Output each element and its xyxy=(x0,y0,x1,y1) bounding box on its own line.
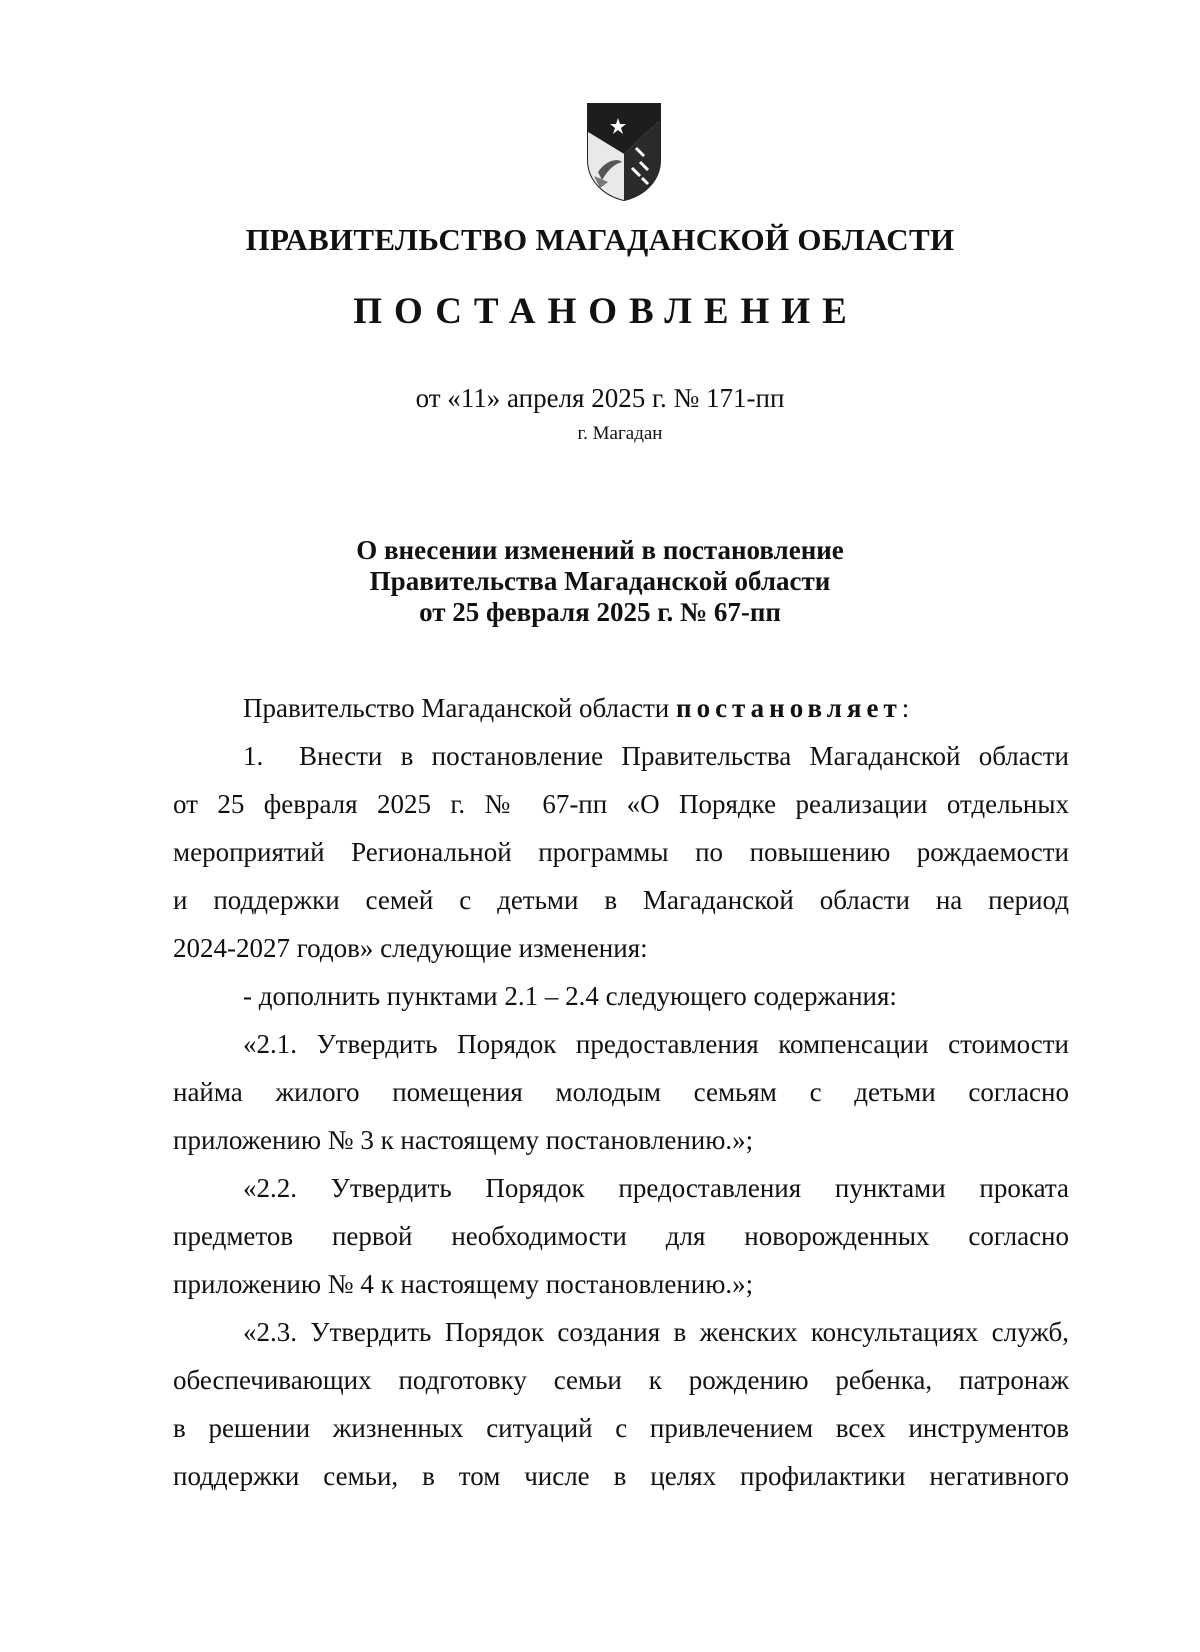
item-1-number: 1. xyxy=(243,741,264,771)
preamble-colon: : xyxy=(901,693,910,723)
document-city: г. Магадан xyxy=(577,423,663,444)
point-2-2-line-3: приложению № 4 к настоящему постановлению.»; xyxy=(173,1269,754,1299)
title-line-1: О внесении изменений в постановление xyxy=(356,535,844,565)
document-type: ПОСТАНОВЛЕНИЕ xyxy=(353,291,859,332)
document-body xyxy=(173,684,1069,1500)
point-2-3-line-2: обеспечивающих подготовку семьи к рождению ребенка, патронаж xyxy=(173,1365,1069,1395)
title-line-2: Правительства Магаданской области xyxy=(369,566,831,596)
point-2-1-line-1: «2.1. Утвердить Порядок предоставления компенсации стоимости xyxy=(243,1029,1069,1059)
preamble-verb: постановляет xyxy=(676,693,902,723)
item-1-line-2: от 25 февраля 2025 г. № 67-пп «О Порядке реализации отдельных xyxy=(173,789,1069,819)
point-2-3-line-1: «2.3. Утвердить Порядок создания в женских консультациях служб, xyxy=(243,1317,1069,1347)
title-line-3: от 25 февраля 2025 г. № 67-пп xyxy=(419,597,781,627)
magadan-coat-of-arms-icon xyxy=(584,102,664,202)
point-2-1-line-2: найма жилого помещения молодым семьям с детьми согласно xyxy=(173,1077,1069,1107)
document-date-number: от «11» апреля 2025 г. № 171-пп xyxy=(415,383,785,413)
item-1-line-3: мероприятий Региональной программы по повышению рождаемости xyxy=(173,837,1069,867)
item-1-line-4: и поддержки семей с детьми в Магаданской области на период xyxy=(173,885,1069,915)
item-1-line-5: 2024-2027 годов» следующие изменения: xyxy=(173,933,648,963)
point-2-2-line-2: предметов первой необходимости для новорожденных согласно xyxy=(173,1221,1069,1251)
point-2-3-line-3: в решении жизненных ситуаций с привлечением всех инструментов xyxy=(173,1413,1069,1443)
add-points-line: - дополнить пунктами 2.1 – 2.4 следующего содержания: xyxy=(243,981,897,1011)
point-2-2-line-1: «2.2. Утвердить Порядок предоставления пунктами проката xyxy=(243,1173,1069,1203)
preamble-text: Правительство Магаданской области xyxy=(243,693,670,723)
item-1-line-1: 1. Внести в постановление Правительства Магаданской области xyxy=(173,732,1069,780)
document-title xyxy=(0,535,1200,628)
preamble xyxy=(173,684,1069,732)
point-2-1-line-3: приложению № 3 к настоящему постановлению.»; xyxy=(173,1125,754,1155)
organization-name: ПРАВИТЕЛЬСТВО МАГАДАНСКОЙ ОБЛАСТИ xyxy=(245,222,955,257)
point-2-3-line-4: поддержки семьи, в том числе в целях профилактики негативного xyxy=(173,1461,1069,1491)
